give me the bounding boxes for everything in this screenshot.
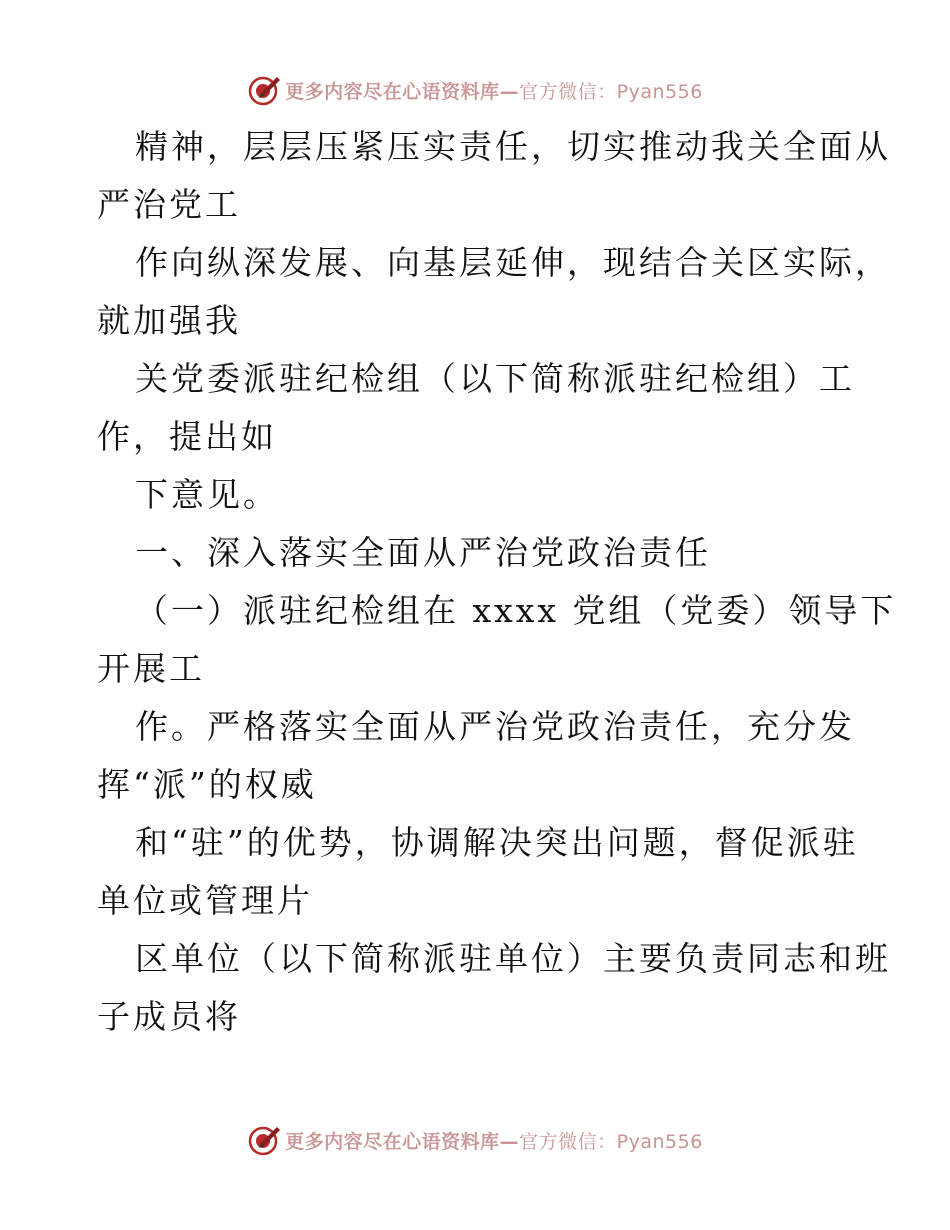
text-line: 区单位（以下简称派驻单位）主要负责同志和班 bbox=[135, 939, 891, 978]
text-line: 精神，层层压紧压实责任，切实推动我关全面从 bbox=[135, 127, 891, 166]
text-line: 作，提出如 bbox=[97, 417, 277, 456]
footer-separator: — bbox=[499, 1130, 520, 1153]
header-text bbox=[285, 77, 703, 104]
text-line: 作向纵深发展、向基层延伸，现结合关区实际， bbox=[135, 243, 891, 282]
header-banner bbox=[0, 70, 950, 110]
footer-brand: 更多内容尽在心语资料库 bbox=[285, 1130, 500, 1153]
text-line: 作。严格落实全面从严治党政治责任，充分发 bbox=[135, 707, 855, 746]
header-wechat: 官方微信：Pyan556 bbox=[519, 80, 703, 103]
footer-banner bbox=[0, 1120, 950, 1160]
text-line: 关党委派驻纪检组（以下简称派驻纪检组）工 bbox=[135, 359, 855, 398]
text-line: 下意见。 bbox=[135, 475, 279, 514]
text-line: 单位或管理片 bbox=[97, 881, 313, 920]
pen-logo-icon bbox=[247, 1123, 281, 1157]
pen-logo-icon bbox=[247, 73, 281, 107]
text-line: 挥“派”的权威 bbox=[97, 765, 317, 804]
footer-text bbox=[285, 1127, 703, 1154]
header-separator: — bbox=[499, 80, 520, 103]
footer-wechat: 官方微信：Pyan556 bbox=[519, 1130, 703, 1153]
header-brand: 更多内容尽在心语资料库 bbox=[285, 80, 500, 103]
text-line: 开展工 bbox=[97, 649, 205, 688]
text-line: （一）派驻纪检组在 xxxx 党组（党委）领导下 bbox=[135, 591, 897, 630]
section-heading: 一、深入落实全面从严治党政治责任 bbox=[135, 533, 711, 572]
text-line: 和“驻”的优势，协调解决突出问题，督促派驻 bbox=[135, 823, 859, 862]
text-line: 严治党工 bbox=[97, 185, 241, 224]
text-line: 就加强我 bbox=[97, 301, 241, 340]
text-line: 子成员将 bbox=[97, 997, 241, 1036]
